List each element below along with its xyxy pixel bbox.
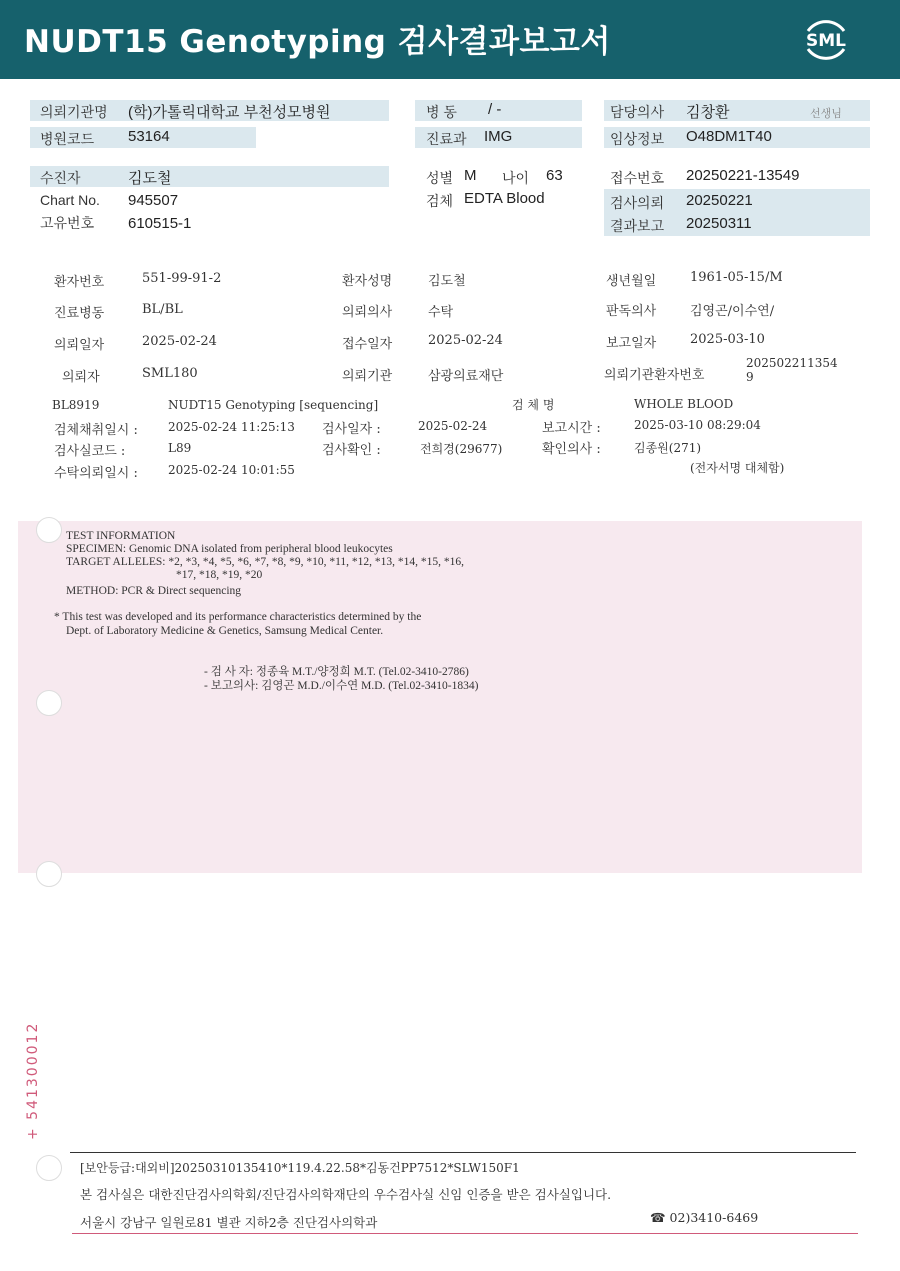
confirm-value: 전희경(29677) — [420, 442, 503, 456]
physician-label: 확인의사 : — [542, 442, 601, 457]
detail-value: BL/BL — [142, 302, 183, 317]
detail-value: 2025-03-10 — [690, 332, 765, 347]
cert-line: 본 검사실은 대한진단검사의학회/진단검사의학재단의 우수검사실 신임 인증을 받은 검사실입니다. — [80, 1187, 612, 1202]
clinical-label: 임상정보 — [610, 131, 665, 147]
detail-label: 보고일자 — [606, 336, 657, 351]
institution-value: (학)가톨릭대학교 부천성모병원 — [128, 104, 331, 121]
detail-value: 삼광의료재단 — [428, 369, 504, 384]
confirm-label: 검사확인 : — [322, 443, 381, 458]
info-line: SPECIMEN: Genomic DNA isolated from peripheral blood leukocytes — [66, 543, 393, 555]
info-line: *17, *18, *19, *20 — [176, 569, 263, 581]
testdate-value: 2025-02-24 — [418, 419, 488, 433]
punch-hole — [36, 517, 62, 543]
info-line: Dept. of Laboratory Medicine & Genetics, Samsung Medical Center. — [66, 625, 384, 637]
chart-label: Chart No. — [40, 192, 100, 208]
test-code: BL8919 — [52, 398, 100, 412]
reception-label: 접수번호 — [610, 170, 665, 186]
request-value: 20250221 — [686, 192, 753, 209]
svg-text:SML: SML — [806, 31, 846, 51]
chart-value: 945507 — [128, 192, 179, 209]
hospital-code-value: 53164 — [128, 128, 170, 145]
institution-label: 의뢰기관명 — [40, 104, 108, 120]
info-line: * This test was developed and its performance characteristics determined by the — [54, 611, 422, 623]
footer-bottom-line — [72, 1233, 858, 1234]
detail-value: 202502211354 — [746, 356, 838, 370]
sml-logo — [798, 11, 854, 67]
info-line: TEST INFORMATION — [66, 530, 176, 542]
room-value: L89 — [168, 441, 192, 455]
doctor-value: 김창환 — [686, 104, 730, 121]
specimen-value: EDTA Blood — [464, 190, 545, 207]
doctor-suffix: 선생님 — [810, 108, 842, 120]
request-label: 검사의뢰 — [610, 195, 665, 211]
hospital-code-label: 병원코드 — [40, 131, 95, 147]
info-line: METHOD: PCR & Direct sequencing — [66, 585, 242, 597]
info-line: TARGET ALLELES: *2, *3, *4, *5, *6, *7, *8, *9, *10, *11, *12, *13, *14, *15, *16, — [66, 556, 465, 568]
age-value: 63 — [546, 167, 563, 184]
detail-value: 수탁 — [428, 305, 454, 320]
sml-logo-icon — [798, 11, 854, 67]
patient-box — [30, 166, 389, 187]
detail-label: 의뢰기관환자번호 — [604, 368, 705, 383]
collect-value: 2025-02-24 11:25:13 — [168, 420, 295, 434]
report-value: 20250311 — [686, 215, 752, 232]
detail-value: 551-99-91-2 — [142, 271, 222, 286]
detail-value: 9 — [746, 370, 754, 384]
unique-value: 610515-1 — [128, 215, 192, 232]
info-line: - 검 사 자: 정종육 M.T./양정희 M.T. (Tel.02-3410-2786) — [204, 666, 469, 678]
signature-note: (전자서명 대체함) — [690, 461, 785, 475]
reporttime-label: 보고시간 : — [542, 421, 601, 436]
reporttime-value: 2025-03-10 08:29:04 — [634, 418, 761, 432]
test-specimen-label: 검 체 명 — [512, 398, 555, 412]
specimen-label: 검체 — [426, 193, 454, 209]
detail-value: 2025-02-24 — [142, 334, 217, 349]
punch-hole — [36, 861, 62, 887]
report-header — [0, 0, 900, 79]
dept-value: IMG — [484, 128, 513, 145]
clinical-value: O48DM1T40 — [686, 128, 772, 145]
ward-label: 병 동 — [426, 104, 457, 120]
detail-label: 의뢰일자 — [54, 338, 105, 353]
detail-label: 진료병동 — [54, 306, 105, 321]
dept-label: 진료과 — [426, 131, 467, 147]
address-line: 서울시 강남구 일원로81 별관 지하2층 진단검사의학과 — [80, 1215, 378, 1230]
detail-label: 환자번호 — [54, 275, 105, 290]
report-label: 결과보고 — [610, 218, 665, 234]
test-information-panel — [18, 521, 862, 873]
report-title: NUDT15 Genotyping 검사결과보고서 — [24, 24, 611, 60]
room-label: 검사실코드 : — [54, 444, 126, 459]
consign-value: 2025-02-24 10:01:55 — [168, 463, 295, 477]
patient-value: 김도철 — [128, 170, 172, 187]
detail-value: 김영곤/이수연/ — [690, 304, 775, 319]
detail-value: SML180 — [142, 366, 198, 381]
detail-label: 환자성명 — [342, 274, 393, 289]
security-line: [보안등급:대외비]20250310135410*119.4.22.58*김동건PP7512*SLW150F1 — [80, 1161, 520, 1175]
testdate-label: 검사일자 : — [322, 422, 381, 437]
patient-label: 수진자 — [40, 170, 81, 186]
punch-hole — [36, 690, 62, 716]
detail-label: 생년월일 — [606, 274, 657, 289]
punch-hole — [36, 1155, 62, 1181]
unique-label: 고유번호 — [40, 215, 95, 231]
collect-label: 검체채취일시 : — [54, 423, 138, 438]
detail-label: 판독의사 — [606, 304, 657, 319]
detail-label: 접수일자 — [342, 337, 393, 352]
phone-line: ☎ 02)3410-6469 — [650, 1210, 759, 1225]
physician-value: 김종원(271) — [634, 441, 702, 455]
detail-value: 김도철 — [428, 274, 466, 289]
vertical-code: + 541300012 — [25, 1021, 41, 1140]
test-specimen-value: WHOLE BLOOD — [634, 397, 734, 411]
detail-value: 1961-05-15/M — [690, 270, 783, 285]
detail-label: 의뢰기관 — [342, 369, 393, 384]
sex-label: 성별 — [426, 170, 454, 186]
doctor-label: 담당의사 — [610, 104, 665, 120]
test-name: NUDT15 Genotyping [sequencing] — [168, 398, 379, 412]
ward-value: / - — [488, 101, 502, 118]
detail-value: 2025-02-24 — [428, 333, 503, 348]
reception-value: 20250221-13549 — [686, 167, 800, 184]
detail-label: 의뢰의사 — [342, 305, 393, 320]
info-line: - 보고의사: 김영곤 M.D./이수연 M.D. (Tel.02-3410-1834) — [204, 680, 479, 692]
footer-divider — [70, 1152, 856, 1153]
detail-label: 의뢰자 — [62, 370, 100, 385]
consign-label: 수탁의뢰일시 : — [54, 466, 138, 481]
sex-value: M — [464, 167, 477, 184]
age-label: 나이 — [502, 170, 530, 186]
